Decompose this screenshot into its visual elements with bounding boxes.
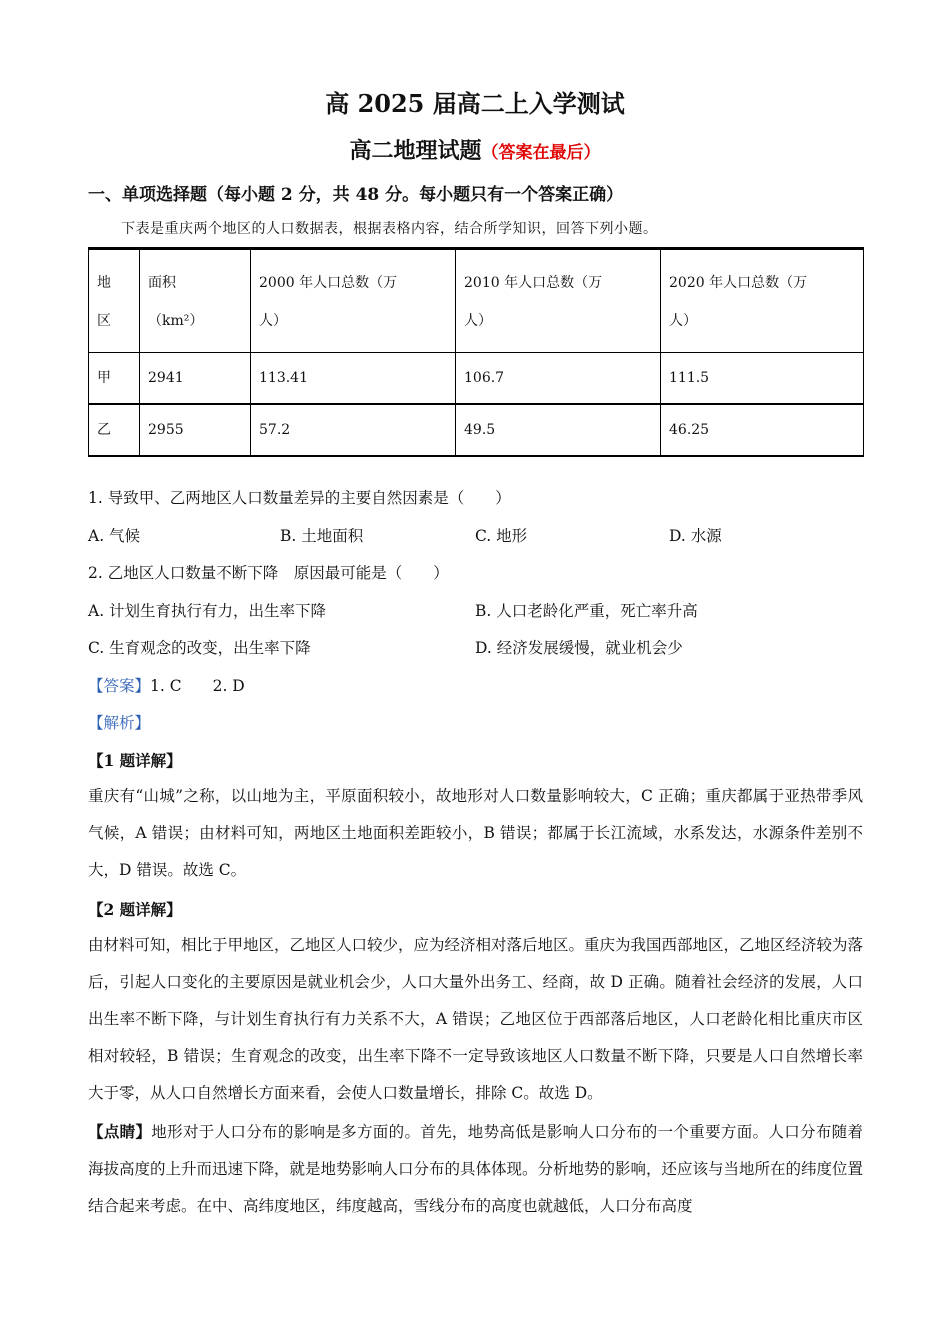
table-cell: 2955 (140, 404, 251, 456)
question-1-option-c: C. 地形 (475, 527, 528, 545)
table-cell: 乙 (89, 404, 140, 456)
question-1-stem: 1. 导致甲、乙两地区人口数量差异的主要自然因素是（ ） (88, 489, 511, 507)
subtitle-note: （答案在最后） (481, 143, 601, 163)
header-area: 面积 （km²） (140, 249, 251, 353)
detail-1-text: 重庆有“山城”之称，以山地为主，平原面积较小，故地形对人口数量影响较大，C 正确；重庆都属于亚热带季风气候，A 错误；由材料可知，两地区土地面积差距较小，B 错误；都属于长江流域，水系发达，水源条件差别不大，D 错误。故选 C。 (88, 787, 863, 879)
question-1-option-a: A. 气候 (88, 527, 141, 545)
exam-title: 高 2025 届高二上入学测试 (325, 89, 625, 118)
table-cell: 49.5 (456, 404, 661, 456)
table-cell: 106.7 (456, 353, 661, 405)
table-cell: 2941 (140, 353, 251, 405)
header-2000: 2000 年人口总数（万 人） (251, 249, 456, 353)
subtitle-text: 高二地理试题 (349, 138, 482, 164)
question-2-option-c: C. 生育观念的改变，出生率下降 (88, 639, 311, 657)
tip-label: 【点睛】 (88, 1122, 152, 1141)
answer-line (88, 674, 245, 696)
question-1-option-d: D. 水源 (669, 527, 722, 545)
exam-subtitle (0, 134, 950, 165)
tip-text: 地形对于人口分布的影响是多方面的。首先，地势高低是影响人口分布的一个重要方面。人口分布随着海拔高度的上升而迅速下降，就是地势影响人口分布的具体体现。分析地势的影响，还应该与当地所在的纬度位置结合起来考虑。在中、高纬度地区，纬度越高，雪线分布的高度也就越低，人口分布高度 (88, 1123, 864, 1215)
answer-label: 【答案】 (88, 677, 151, 695)
question-2-option-a: A. 计划生育执行有力，出生率下降 (88, 602, 327, 620)
table-row (89, 404, 864, 456)
analysis-label: 【解析】 (88, 714, 151, 732)
header-region: 地 区 (89, 249, 140, 353)
table-cell: 111.5 (661, 353, 864, 405)
table-cell: 57.2 (251, 404, 456, 456)
intro-text: 下表是重庆两个地区的人口数据表，根据表格内容，结合所学知识，回答下列小题。 (121, 221, 658, 237)
detail-2-text: 由材料可知，相比于甲地区，乙地区人口较少，应为经济相对落后地区。重庆为我国西部地区，乙地区经济较为落后，引起人口变化的主要原因是就业机会少，人口大量外出务工、经商，故 D 正确。随着社会经济的发展，人口出生率不断下降，与计划生育执行有力关系不大，A 错误；乙地区位于西部落后地区，人口老龄化相比重庆市区相对较轻，B 错误；生育观念的改变，出生率下降不一定导致该地区人口数量不断下降，只要是人口自然增长率大于零，从人口自然增长方面来看，会使人口数量增长，排除 C。故选 D。 (88, 936, 864, 1102)
question-2-option-b: B. 人口老龄化严重，死亡率升高 (475, 602, 698, 620)
table-row (89, 353, 864, 405)
header-2010: 2010 年人口总数（万 人） (456, 249, 661, 353)
detail-2-label: 【2 题详解】 (88, 900, 182, 919)
tip-paragraph (88, 1113, 863, 1225)
population-table (88, 247, 864, 457)
answer-text: 1. C 2. D (150, 677, 245, 695)
question-1-option-b: B. 土地面积 (280, 527, 364, 545)
section-heading: 一、单项选择题（每小题 2 分，共 48 分。每小题只有一个答案正确） (88, 185, 624, 205)
table-header-row (89, 249, 864, 353)
detail-1-label: 【1 题详解】 (88, 751, 182, 770)
question-2-stem: 2. 乙地区人口数量不断下降 原因最可能是（ ） (88, 564, 449, 582)
header-2020: 2020 年人口总数（万 人） (661, 249, 864, 353)
table-cell: 甲 (89, 353, 140, 405)
table-cell: 46.25 (661, 404, 864, 456)
question-2-option-d: D. 经济发展缓慢，就业机会少 (475, 639, 683, 657)
table-cell: 113.41 (251, 353, 456, 405)
